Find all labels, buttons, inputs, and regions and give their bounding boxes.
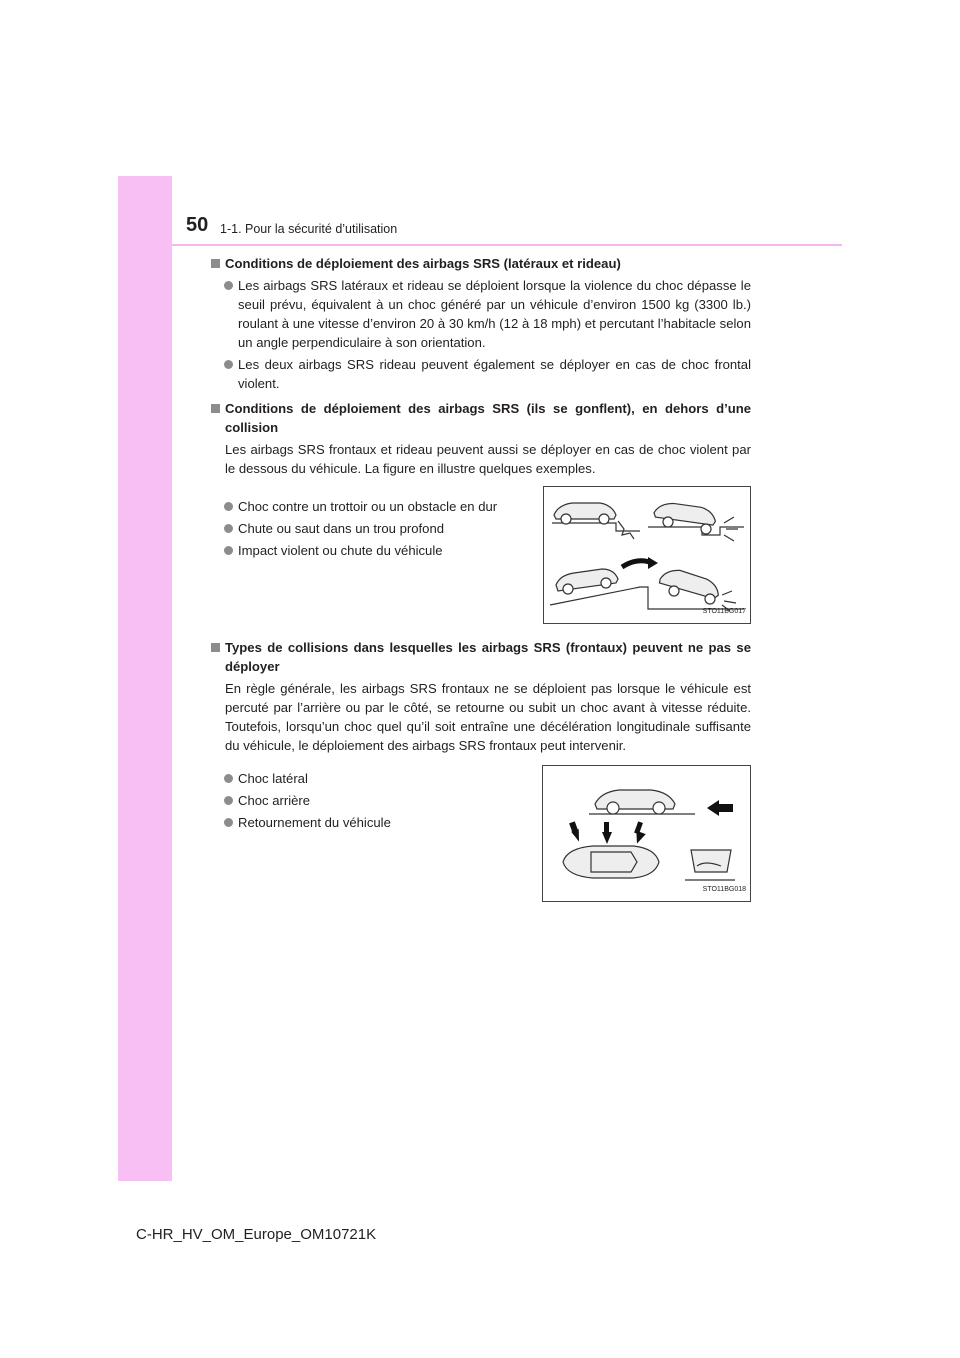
square-marker-icon xyxy=(211,404,220,413)
bullet-icon xyxy=(224,360,233,369)
heading-non-deployment-types: Types de collisions dans lesquelles les airbags SRS (frontaux) peuvent ne pas se déployer xyxy=(211,638,751,676)
bullet-icon xyxy=(224,774,233,783)
square-marker-icon xyxy=(211,259,220,268)
page-number: 50 xyxy=(186,214,209,236)
list-item: Chute ou saut dans un trou profond xyxy=(211,519,501,538)
heading-deployment-side-curtain: Conditions de déploiement des airbags SRS (latéraux et rideau) xyxy=(211,254,751,273)
bullet-icon xyxy=(224,524,233,533)
list-item: Retournement du véhicule xyxy=(211,813,501,832)
heading-deployment-non-collision: Conditions de déploiement des airbags SRS (ils se gonflent), en dehors d’une collision xyxy=(211,399,751,437)
page-content xyxy=(211,254,751,902)
bullet-icon xyxy=(224,796,233,805)
figure-underbody-impacts xyxy=(543,486,751,624)
paragraph: En règle générale, les airbags SRS frontaux ne se déploient pas lorsque le véhicule est percuté par l’arrière ou par le côté, se retourne ou subit un choc avant à vitesse réduite. Toutefois, lorsqu’un choc quel qu’il soit entraîne une décélération longitudinale suffisante du véhicule, le déploiement des airbags SRS frontaux peut intervenir. xyxy=(225,681,751,753)
chapter-sidebar xyxy=(118,176,172,1181)
bullet-icon xyxy=(224,818,233,827)
section-title: 1-1. Pour la sécurité d’utilisation xyxy=(220,222,398,236)
bullet-icon xyxy=(224,281,233,290)
figure-code: STO11BG018 xyxy=(702,886,746,893)
header-rule xyxy=(172,244,842,246)
figure-row-2 xyxy=(211,760,751,902)
motion-arrow-icon xyxy=(622,561,652,567)
list-item: Les deux airbags SRS rideau peuvent également se déployer en cas de choc frontal violent. xyxy=(211,355,751,393)
list-item: Choc latéral xyxy=(211,769,501,788)
list-item: Impact violent ou chute du véhicule xyxy=(211,541,501,560)
list-item: Choc contre un trottoir ou un obstacle en dur xyxy=(211,497,501,516)
list-item: Les airbags SRS latéraux et rideau se déploient lorsque la violence du choc dépasse le seuil prévu, équivalent à un choc généré par un véhicule d’environ 1500 kg (3300 lb.) roulant à une vitesse d’environ 20 à 30 km/h (12 à 18 mph) et percutant l’habitacle selon un angle perpendiculaire à son orientation. xyxy=(211,276,751,352)
bullet-icon xyxy=(224,502,233,511)
figure-code: STO11BG017 xyxy=(702,608,746,615)
figure-collision-types xyxy=(542,765,751,902)
bullet-list xyxy=(211,483,501,624)
square-marker-icon xyxy=(211,643,220,652)
document-code: C-HR_HV_OM_Europe_OM10721K xyxy=(136,1226,377,1243)
figure-row-1 xyxy=(211,483,751,624)
bullet-list xyxy=(211,760,501,902)
bullet-icon xyxy=(224,546,233,555)
list-item: Choc arrière xyxy=(211,791,501,810)
paragraph: Les airbags SRS frontaux et rideau peuvent aussi se déployer en cas de choc violent par le dessous du véhicule. La figure en illustre quelques exemples. xyxy=(225,442,751,476)
